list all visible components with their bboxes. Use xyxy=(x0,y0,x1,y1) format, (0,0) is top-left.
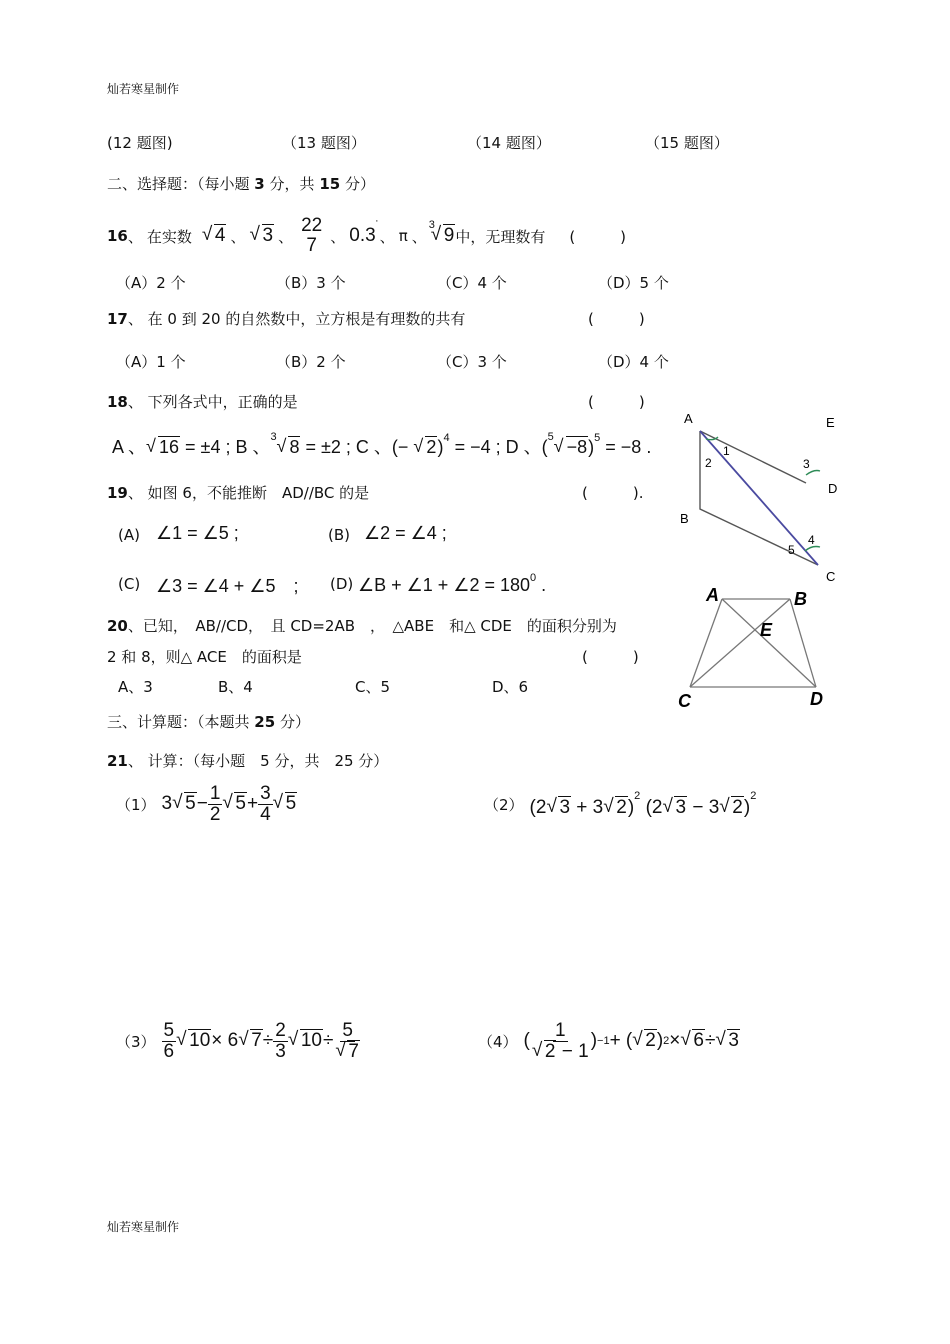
fig7-label-b: B xyxy=(794,589,807,609)
fig7-segment-ac xyxy=(690,599,722,687)
fig6-label-b: B xyxy=(680,511,689,526)
fig7-label-d: D xyxy=(810,689,823,709)
sqrt-4: √ 4 xyxy=(202,225,227,247)
question-16: 16 、 在实数 √ 4 、 √ 3 、 22 7 、 0.3 · 、 π 、 3 √ 9 中，无理数有 ( ) xyxy=(107,210,626,262)
q19-choice-b-label: (B) xyxy=(328,526,350,544)
fig6-label-e: E xyxy=(826,415,835,430)
fig6-angle-3: 3 xyxy=(803,457,810,471)
question-17: 17、 在 0 到 20 的自然数中，立方根是有理数的共有 xyxy=(107,310,466,328)
header-producer: 灿若寒星制作 xyxy=(107,82,180,96)
fig6-angle-4: 4 xyxy=(808,533,815,547)
repeating-decimal: 0.3 · xyxy=(349,215,379,246)
answer-bracket: ( ) xyxy=(582,648,639,666)
q18-options: A 、√ 16 = ±4 ; B 、 3 √ 8 = ±2 ; C 、(− √ 2)$^4$ = −4 ; D 、( 5 √ −8)$^5$ = −8 . xyxy=(112,432,651,459)
q16-choice-c: （C）4 个 xyxy=(437,274,507,292)
q17-choice-a: （A）1 个 xyxy=(116,353,186,371)
q21-part-3: （3） 5 6 √ 10 × 6 √ 7 ÷ $\frac{2}{3}$ √ 10 ÷ 5 √ 7 xyxy=(116,1012,362,1070)
cube-root-9: 3 √ 9 xyxy=(431,225,456,247)
section-heading-calc: 三、计算题：（本题共 25 分） xyxy=(107,713,310,731)
q16-choice-d: （D）5 个 xyxy=(598,274,669,292)
fig6-line-ac xyxy=(700,431,818,565)
fraction-22-7: 22 7 xyxy=(301,215,323,256)
q20-choice-c: C、5 xyxy=(355,678,391,696)
answer-bracket: ( ) xyxy=(588,393,645,411)
figure-7-diagram xyxy=(672,585,832,713)
fig7-diagonal-bc xyxy=(690,599,790,687)
figure-6-diagram xyxy=(672,405,842,585)
fig6-angle-2: 2 xyxy=(705,456,712,470)
q19-choice-c: ∠3 = ∠4 + ∠5 ; xyxy=(156,576,299,596)
q20-choice-a: A、3 xyxy=(118,678,153,696)
sqrt-3: √ 3 xyxy=(250,225,275,247)
q17-choice-d: （D）4 个 xyxy=(598,353,669,371)
q20-choice-d: D、6 xyxy=(492,678,529,696)
fig-caption-12: (12 题图) xyxy=(107,134,173,152)
question-20: 20、已知， AB//CD， 且 CD=2AB ， △ABE 和△ CDE 的面积分别为 xyxy=(107,617,617,635)
q21-part-1: （1） 3 √ 5 − $\frac{1}{2}$ √ 5 + $\frac{3}{4}$ √ 5 xyxy=(116,776,297,832)
footer-producer: 灿若寒星制作 xyxy=(107,1220,180,1234)
q16-choice-b: （B）3 个 xyxy=(276,274,346,292)
question-18: 18、 下列各式中，正确的是 xyxy=(107,393,298,411)
fig7-label-a: A xyxy=(706,585,719,605)
question-20-line2: 2 和 8，则△ ACE 的面积是 xyxy=(107,648,302,666)
fig6-angle-1: 1 xyxy=(723,444,730,458)
fig7-label-e: E xyxy=(760,620,773,640)
answer-bracket: ( ) xyxy=(569,227,627,246)
q17-choice-c: （C）3 个 xyxy=(437,353,507,371)
q19-choice-d-label: (D) xyxy=(330,575,354,593)
answer-bracket: ( ). xyxy=(582,484,644,502)
fig6-label-a: A xyxy=(684,411,693,426)
q19-choice-c-label: (C) xyxy=(118,575,141,593)
fig6-label-d: D xyxy=(828,481,838,496)
q21-part-2: （2） (2√ 3 + 3√ 2)$^2$ (2√ 3 − 3√ 2)$^2$ xyxy=(484,776,756,832)
fig6-angle-5: 5 xyxy=(788,543,795,557)
fig-caption-15: （15 题图） xyxy=(645,134,729,152)
answer-bracket: ( ) xyxy=(588,310,645,328)
fig-caption-13: （13 题图） xyxy=(282,134,366,152)
q20-choice-b: B、4 xyxy=(218,678,253,696)
q17-choice-b: （B）2 个 xyxy=(276,353,346,371)
fig7-segment-bd xyxy=(790,599,816,687)
fig7-label-c: C xyxy=(678,691,691,711)
question-19: 19、 如图 6，不能推断 AD//BC 的是 xyxy=(107,484,370,502)
q19-choice-d: ∠B + ∠1 + ∠2 = $180^0$ . xyxy=(358,572,547,595)
fig7-diagonal-ad xyxy=(722,599,816,687)
fig6-label-c: C xyxy=(826,569,836,584)
q21-part-4: （4） ( 1 √ 2 − 1 ) −1 + ( √ 2 ) 2 × √ 6 ÷ √ 3 xyxy=(478,1012,740,1070)
fig-caption-14: （14 题图） xyxy=(467,134,551,152)
q19-choice-a: ∠1 = ∠5 ; xyxy=(156,523,239,543)
q19-choice-a-label: (A) xyxy=(118,526,140,544)
section-heading-choice: 二、选择题：（每小题 3 分，共 15 分） xyxy=(107,175,375,193)
q19-choice-b: ∠2 = ∠4 ; xyxy=(364,523,447,543)
question-21: 21、 计算：（每小题 5 分，共 25 分） xyxy=(107,752,389,770)
q16-choice-a: （A）2 个 xyxy=(116,274,186,292)
